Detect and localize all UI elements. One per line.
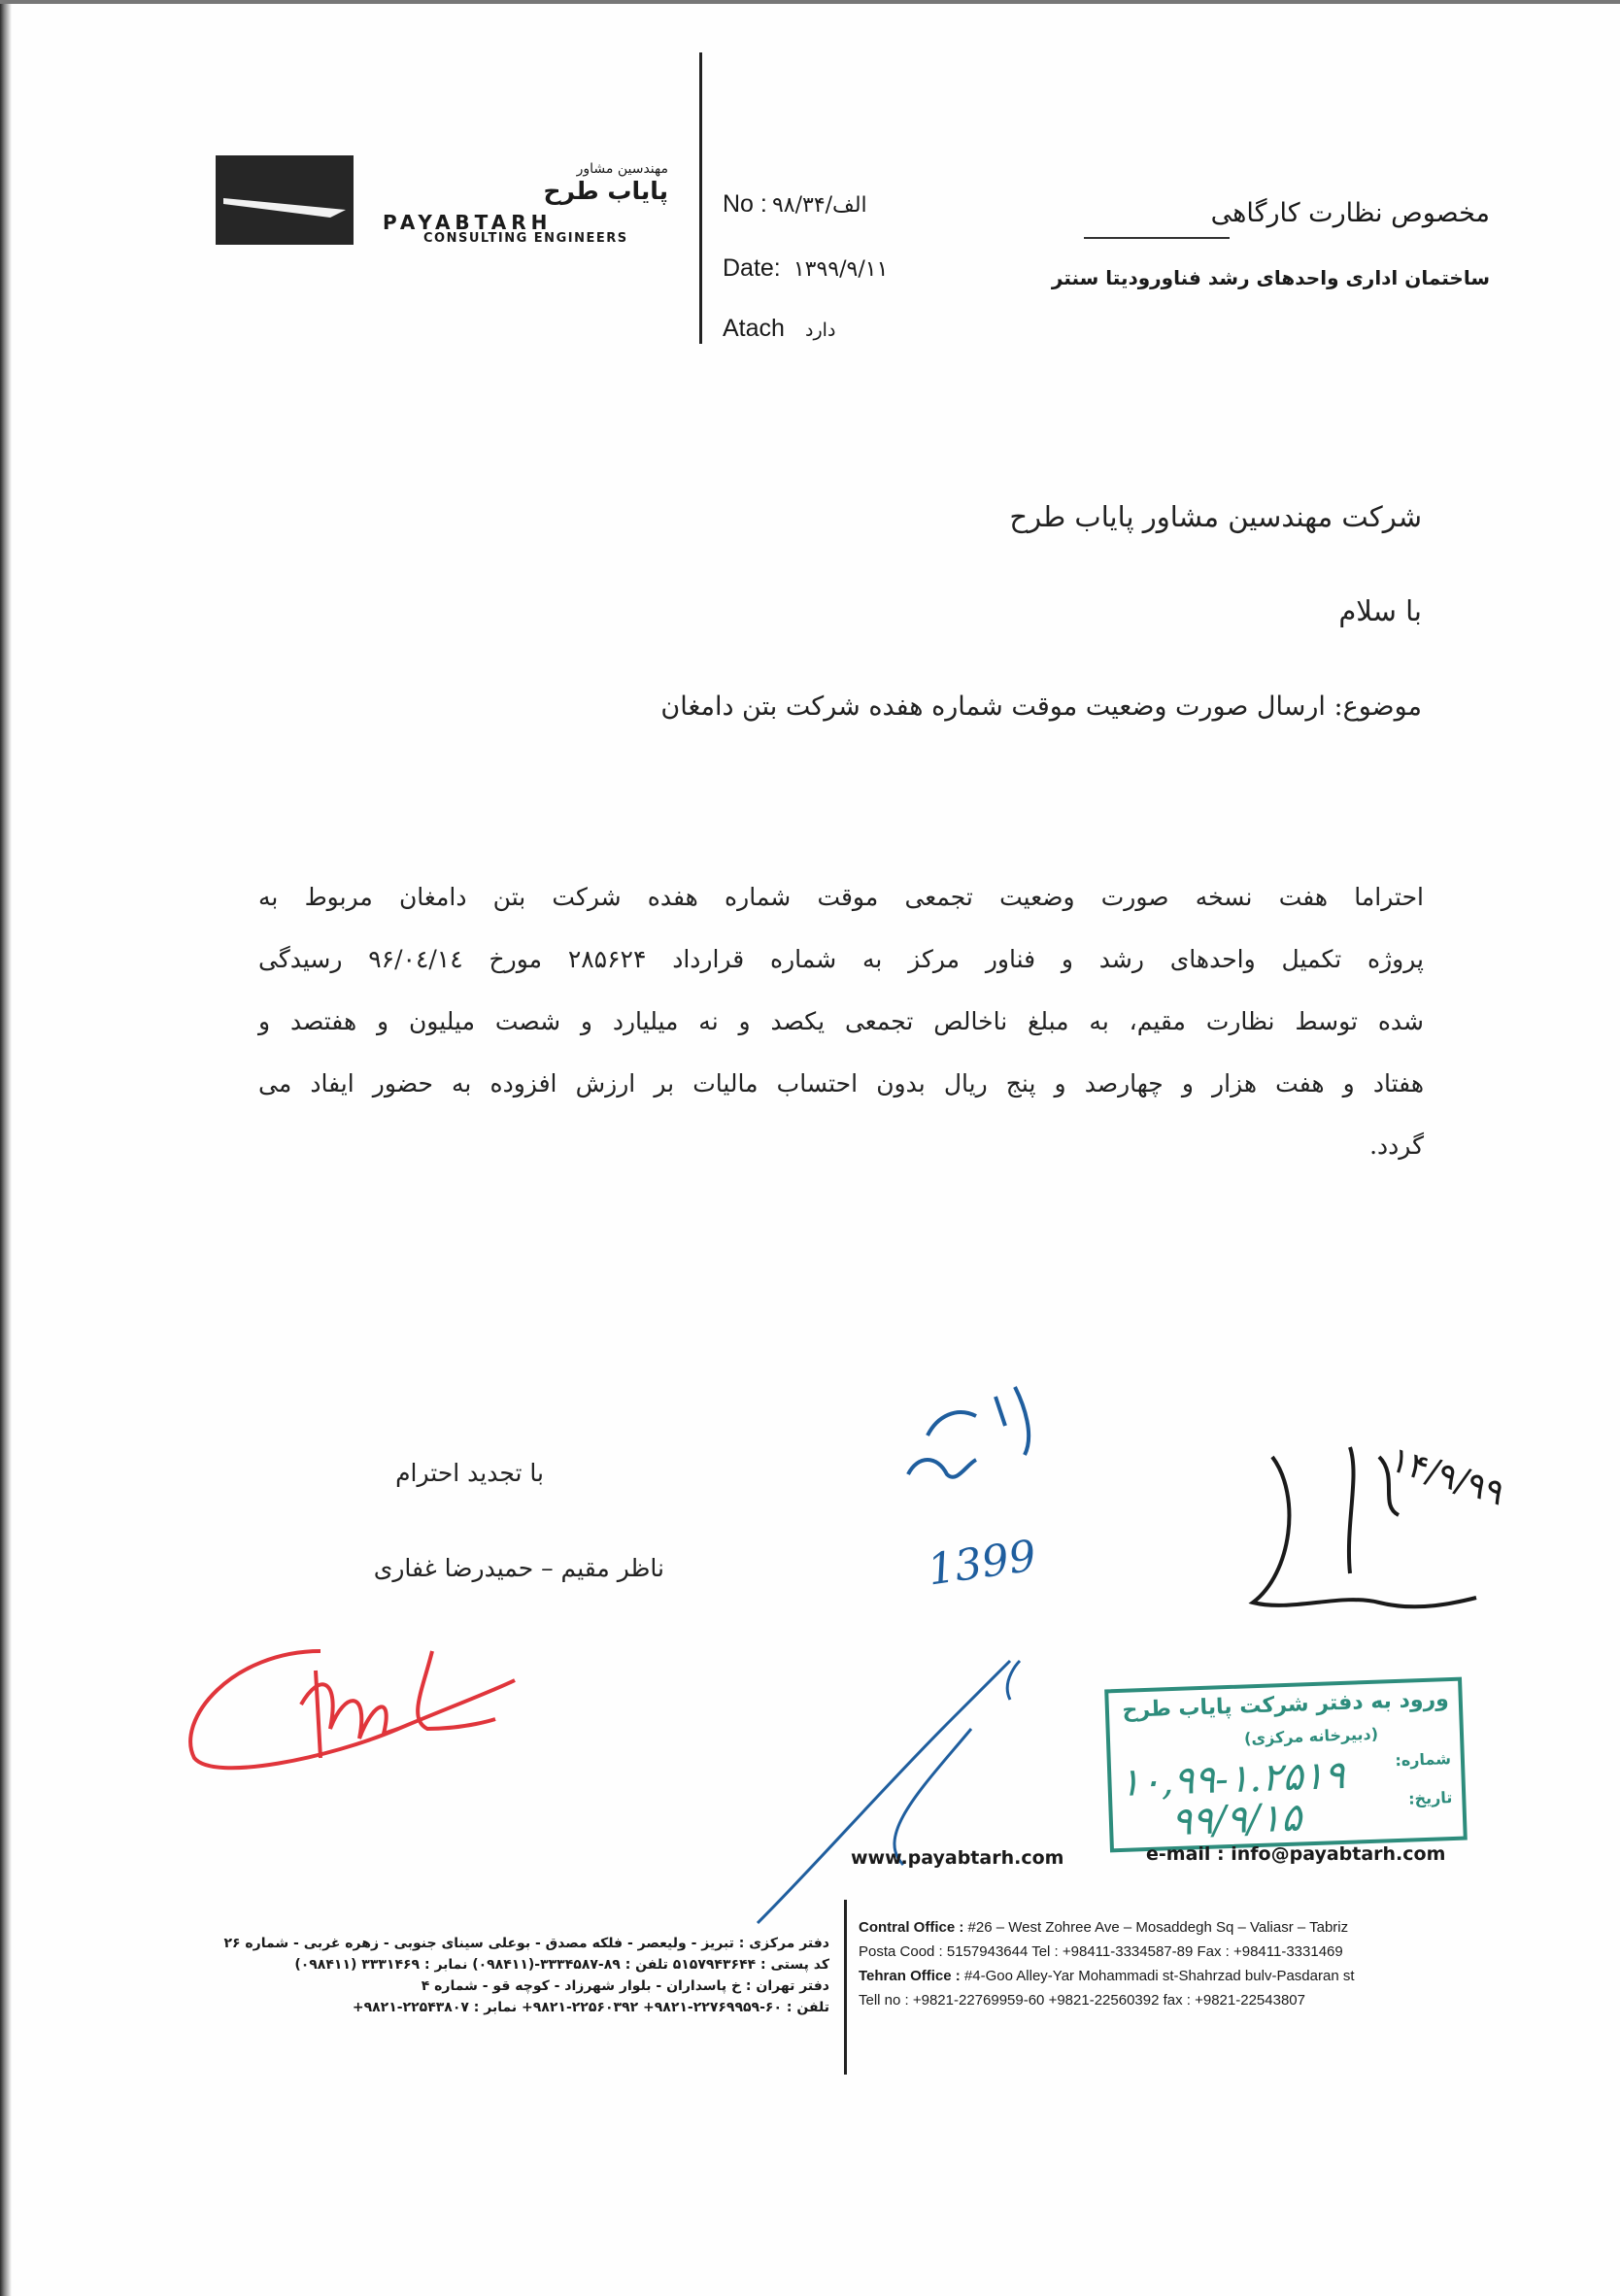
closing: با تجدید احترام: [395, 1459, 544, 1487]
email[interactable]: e-mail : info@payabtarh.com: [1146, 1843, 1446, 1865]
logo-name-fa: پایاب طرح: [543, 177, 668, 205]
date-value: ۱۳۹۹/۹/۱۱: [793, 257, 889, 282]
black-signature-block: [1233, 1418, 1554, 1622]
stamp-subtitle: (دبیرخانه مرکزی): [1243, 1724, 1379, 1748]
attach-value: دارد: [805, 320, 836, 341]
footer-fa-line: دفتر مرکزی : تبریز - ولیعصر - فلکه مصدق - بوعلی سینای جنوبی - زهره غربی - شماره ۲۶: [223, 1936, 829, 1951]
logo-small-text: مهندسین مشاور: [576, 161, 668, 177]
footer-en-line: Contral Office : #26 – West Zohree Ave – Mosaddegh Sq – Valiasr – Tabriz: [859, 1919, 1349, 1936]
footer-en-line: Tehran Office : #4-Goo Alley-Yar Mohammadi st-Shahrzad bulv-Pasdaran st: [859, 1968, 1355, 1984]
footer-persian-address: [150, 1933, 829, 2018]
entry-stamp: [1104, 1677, 1468, 1853]
footer-fa-line: دفتر تهران : خ پاسداران - بلوار شهرزاد - کوچه قو - شماره ۴: [421, 1978, 829, 1994]
letter-attach: [723, 315, 835, 343]
footer-english-address: [859, 1915, 1355, 2012]
logo-sub-en: CONSULTING ENGINEERS: [423, 231, 628, 246]
logo-mark-icon: [216, 155, 354, 245]
scan-top-edge: [0, 0, 1620, 4]
blue-handwritten-note: [879, 1377, 1054, 1630]
handwritten-year: 1399: [924, 1531, 1039, 1596]
footer-fa-line: کد پستی : ۵۱۵۷۹۴۳۶۴۴ تلفن : ۸۹-۳۳۳۴۵۸۷-(۰۹۸۴۱۱) نمابر : ۳۳۳۱۴۶۹ (۰۹۸۴۱۱): [294, 1957, 829, 1973]
paragraph-line: هفتاد و هفت هزار و چهارصد و پنج ریال بدون احتساب مالیات بر ارزش افزوده به حضور ایفاد می: [258, 1069, 1424, 1097]
building-name: ساختمان اداری واحدهای رشد فناورودیتا سنتر: [1051, 266, 1490, 289]
logo-name-en: PAYABTARH: [383, 211, 553, 234]
scan-edge: [0, 0, 12, 2296]
stamp-number-value: ۱۰,۹۹-۱.۲۵۱۹: [1118, 1752, 1346, 1806]
header-divider: [699, 52, 702, 344]
blue-scribble-icon: [879, 1377, 1054, 1552]
footer-divider: [844, 1900, 847, 2075]
stamp-number-label: شماره:: [1395, 1749, 1452, 1771]
attach-label: Atach: [723, 315, 785, 342]
private-title-underline: [1084, 237, 1230, 239]
no-value: ۹۸/الف/۳۴: [771, 193, 867, 218]
paragraph-line: شده توسط نظارت مقیم، به مبلغ ناخالص تجمعی یکصد و نه میلیارد و شصت میلیون و هفتصد و: [258, 1007, 1424, 1035]
footer-en-line: Posta Cood : 5157943644 Tel : +98411-3334587-89 Fax : +98411-3331469: [859, 1943, 1343, 1960]
date-label: Date:: [723, 254, 781, 282]
handwritten-date: ۱۴/۹/۹۹: [1385, 1439, 1510, 1514]
website[interactable]: www.payabtarh.com: [851, 1847, 1064, 1869]
letter-number: [723, 190, 867, 219]
footer-en-line: Tell no : +9821-22769959-60 +9821-22560392 fax : +9821-22543807: [859, 1992, 1305, 2009]
footer-fa-line: تلفن : ۶۰-۲۲۷۶۹۹۵۹-۹۸۲۱+ ۲۲۵۶۰۳۹۲-۹۸۲۱+ نمابر : ۲۲۵۴۳۸۰۷-۹۸۲۱+: [352, 2000, 829, 2015]
stamp-date-label: تاریخ:: [1407, 1788, 1453, 1808]
paragraph-line: گردد.: [1369, 1131, 1424, 1160]
paragraph-line: احتراما هفت نسخه صورت وضعیت تجمعی موقت شماره هفده شرکت بتن دامغان مربوط به: [258, 883, 1424, 911]
signatory: ناظر مقیم – حمیدرضا غفاری: [373, 1554, 664, 1582]
body-paragraph: [258, 866, 1424, 1177]
red-signature: [175, 1612, 544, 1787]
private-title: مخصوص نظارت کارگاهی: [1210, 198, 1490, 228]
stamp-title: ورود به دفتر شرکت پایاب طرح: [1122, 1687, 1450, 1723]
blue-signature: [728, 1641, 1039, 1933]
greeting: با سلام: [1338, 594, 1422, 627]
no-label: No :: [723, 190, 767, 218]
recipient: شرکت مهندسین مشاور پایاب طرح: [1009, 500, 1422, 533]
paragraph-line: پروژه تکمیل واحدهای رشد و فناور مرکز به شماره قرارداد ۲۸۵۶۲۴ مورخ ۹۶/۰٤/۱٤ رسیدگی: [258, 945, 1425, 973]
subject: موضوع: ارسال صورت وضعیت موقت شماره هفده شرکت بتن دامغان: [660, 692, 1422, 722]
stamp-date-value: ۹۹/۹/۱۵: [1170, 1795, 1303, 1845]
payabtarh-logo: [216, 155, 354, 245]
